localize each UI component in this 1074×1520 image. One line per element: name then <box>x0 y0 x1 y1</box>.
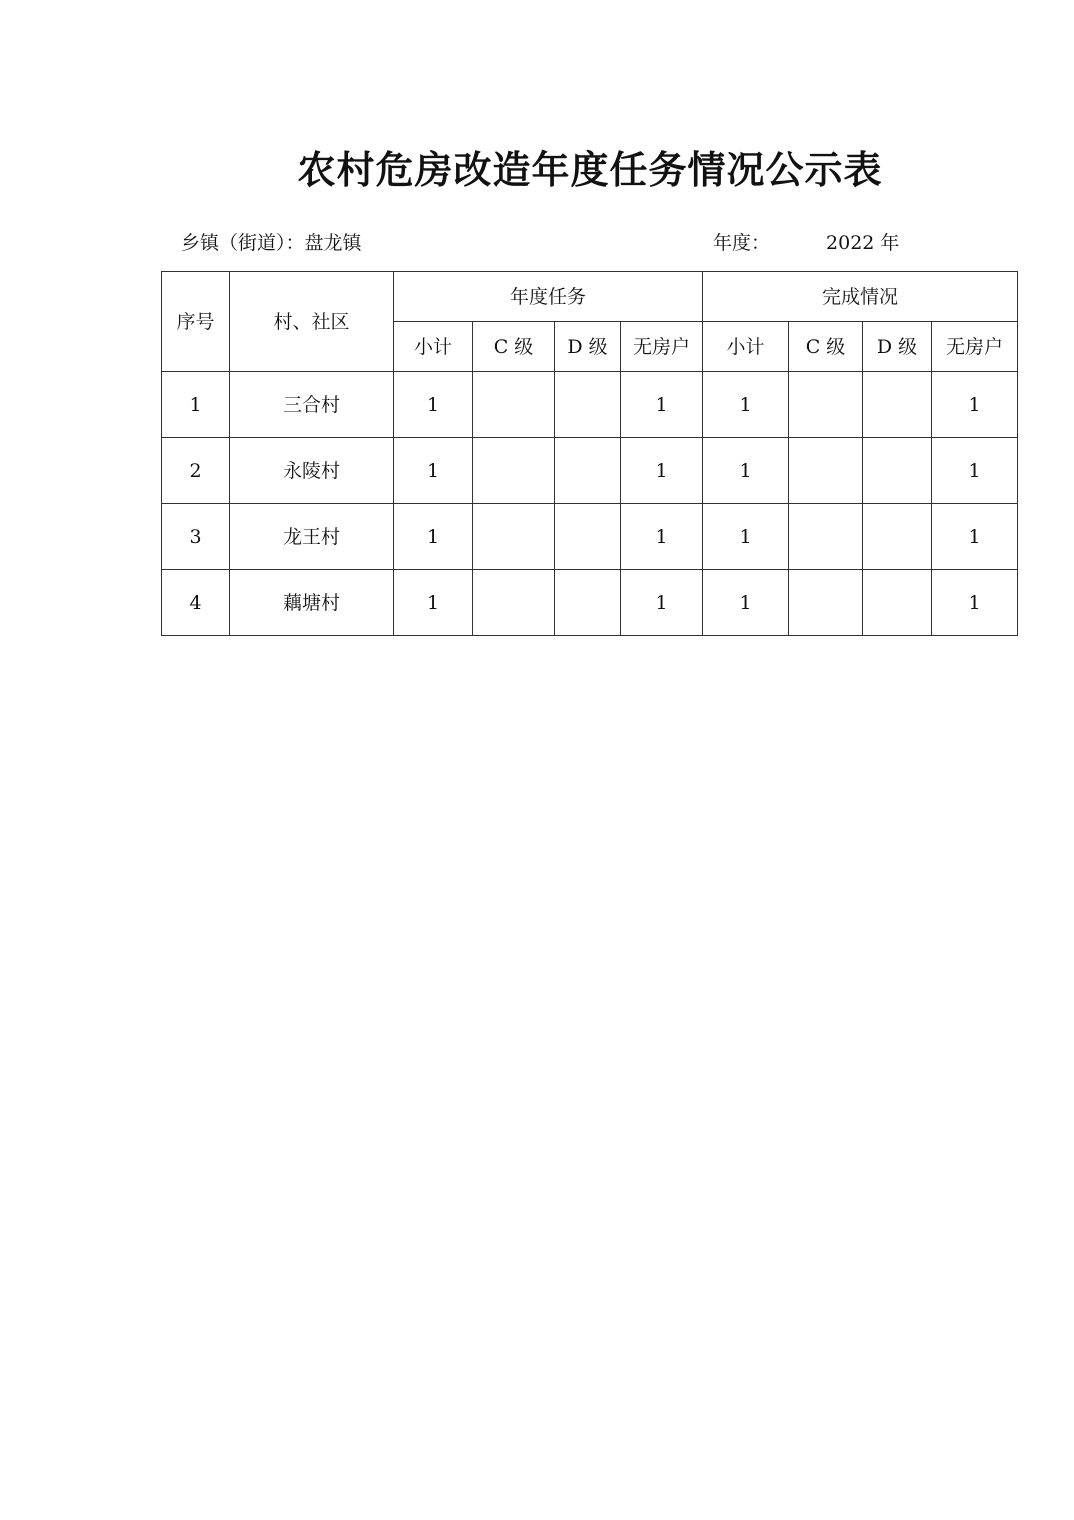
cell-done-d-level <box>863 372 932 438</box>
cell-village: 藕塘村 <box>230 570 394 636</box>
cell-done-subtotal: 1 <box>703 570 789 636</box>
header-seq: 序号 <box>162 272 230 372</box>
cell-done-no-house: 1 <box>932 504 1018 570</box>
cell-seq: 4 <box>162 570 230 636</box>
cell-task-subtotal: 1 <box>394 438 473 504</box>
table-row <box>162 504 1018 570</box>
cell-task-no-house: 1 <box>621 372 703 438</box>
cell-task-no-house: 1 <box>621 504 703 570</box>
header-group-annual-task: 年度任务 <box>394 272 703 322</box>
year-value: 2022 年 <box>826 232 900 254</box>
cell-seq: 3 <box>162 504 230 570</box>
cell-task-subtotal: 1 <box>394 570 473 636</box>
township-line <box>181 228 362 258</box>
cell-done-no-house: 1 <box>932 438 1018 504</box>
cell-seq: 2 <box>162 438 230 504</box>
cell-task-no-house: 1 <box>621 438 703 504</box>
header-done-c-level: C 级 <box>789 322 863 372</box>
cell-task-subtotal: 1 <box>394 372 473 438</box>
cell-task-d-level <box>555 438 621 504</box>
cell-done-c-level <box>789 438 863 504</box>
document-title: 农村危房改造年度任务情况公示表 <box>297 147 883 192</box>
township-value: 盘龙镇 <box>304 232 362 254</box>
year-line <box>713 228 899 258</box>
cell-task-c-level <box>473 504 555 570</box>
header-done-subtotal: 小计 <box>703 322 789 372</box>
header-group-completion: 完成情况 <box>703 272 1018 322</box>
cell-task-no-house: 1 <box>621 570 703 636</box>
cell-done-c-level <box>789 372 863 438</box>
cell-done-subtotal: 1 <box>703 372 789 438</box>
township-label: 乡镇（街道）： <box>181 232 305 254</box>
header-task-d-level: D 级 <box>555 322 621 372</box>
cell-task-subtotal: 1 <box>394 504 473 570</box>
header-task-no-house: 无房户 <box>621 322 703 372</box>
table-row <box>162 438 1018 504</box>
cell-task-c-level <box>473 570 555 636</box>
cell-done-c-level <box>789 570 863 636</box>
cell-done-d-level <box>863 570 932 636</box>
task-table <box>161 271 1018 636</box>
cell-done-subtotal: 1 <box>703 438 789 504</box>
header-task-c-level: C 级 <box>473 322 555 372</box>
cell-done-no-house: 1 <box>932 372 1018 438</box>
cell-done-d-level <box>863 504 932 570</box>
header-village: 村、社区 <box>230 272 394 372</box>
cell-task-d-level <box>555 372 621 438</box>
cell-done-c-level <box>789 504 863 570</box>
year-label: 年度： <box>713 232 771 254</box>
cell-task-c-level <box>473 438 555 504</box>
cell-done-d-level <box>863 438 932 504</box>
table-row <box>162 570 1018 636</box>
cell-village: 三合村 <box>230 372 394 438</box>
cell-task-c-level <box>473 372 555 438</box>
cell-done-no-house: 1 <box>932 570 1018 636</box>
cell-village: 龙王村 <box>230 504 394 570</box>
header-row-top <box>162 272 1018 322</box>
cell-done-subtotal: 1 <box>703 504 789 570</box>
cell-village: 永陵村 <box>230 438 394 504</box>
cell-seq: 1 <box>162 372 230 438</box>
cell-task-d-level <box>555 570 621 636</box>
cell-task-d-level <box>555 504 621 570</box>
table-row <box>162 372 1018 438</box>
header-done-no-house: 无房户 <box>932 322 1018 372</box>
header-task-subtotal: 小计 <box>394 322 473 372</box>
header-done-d-level: D 级 <box>863 322 932 372</box>
